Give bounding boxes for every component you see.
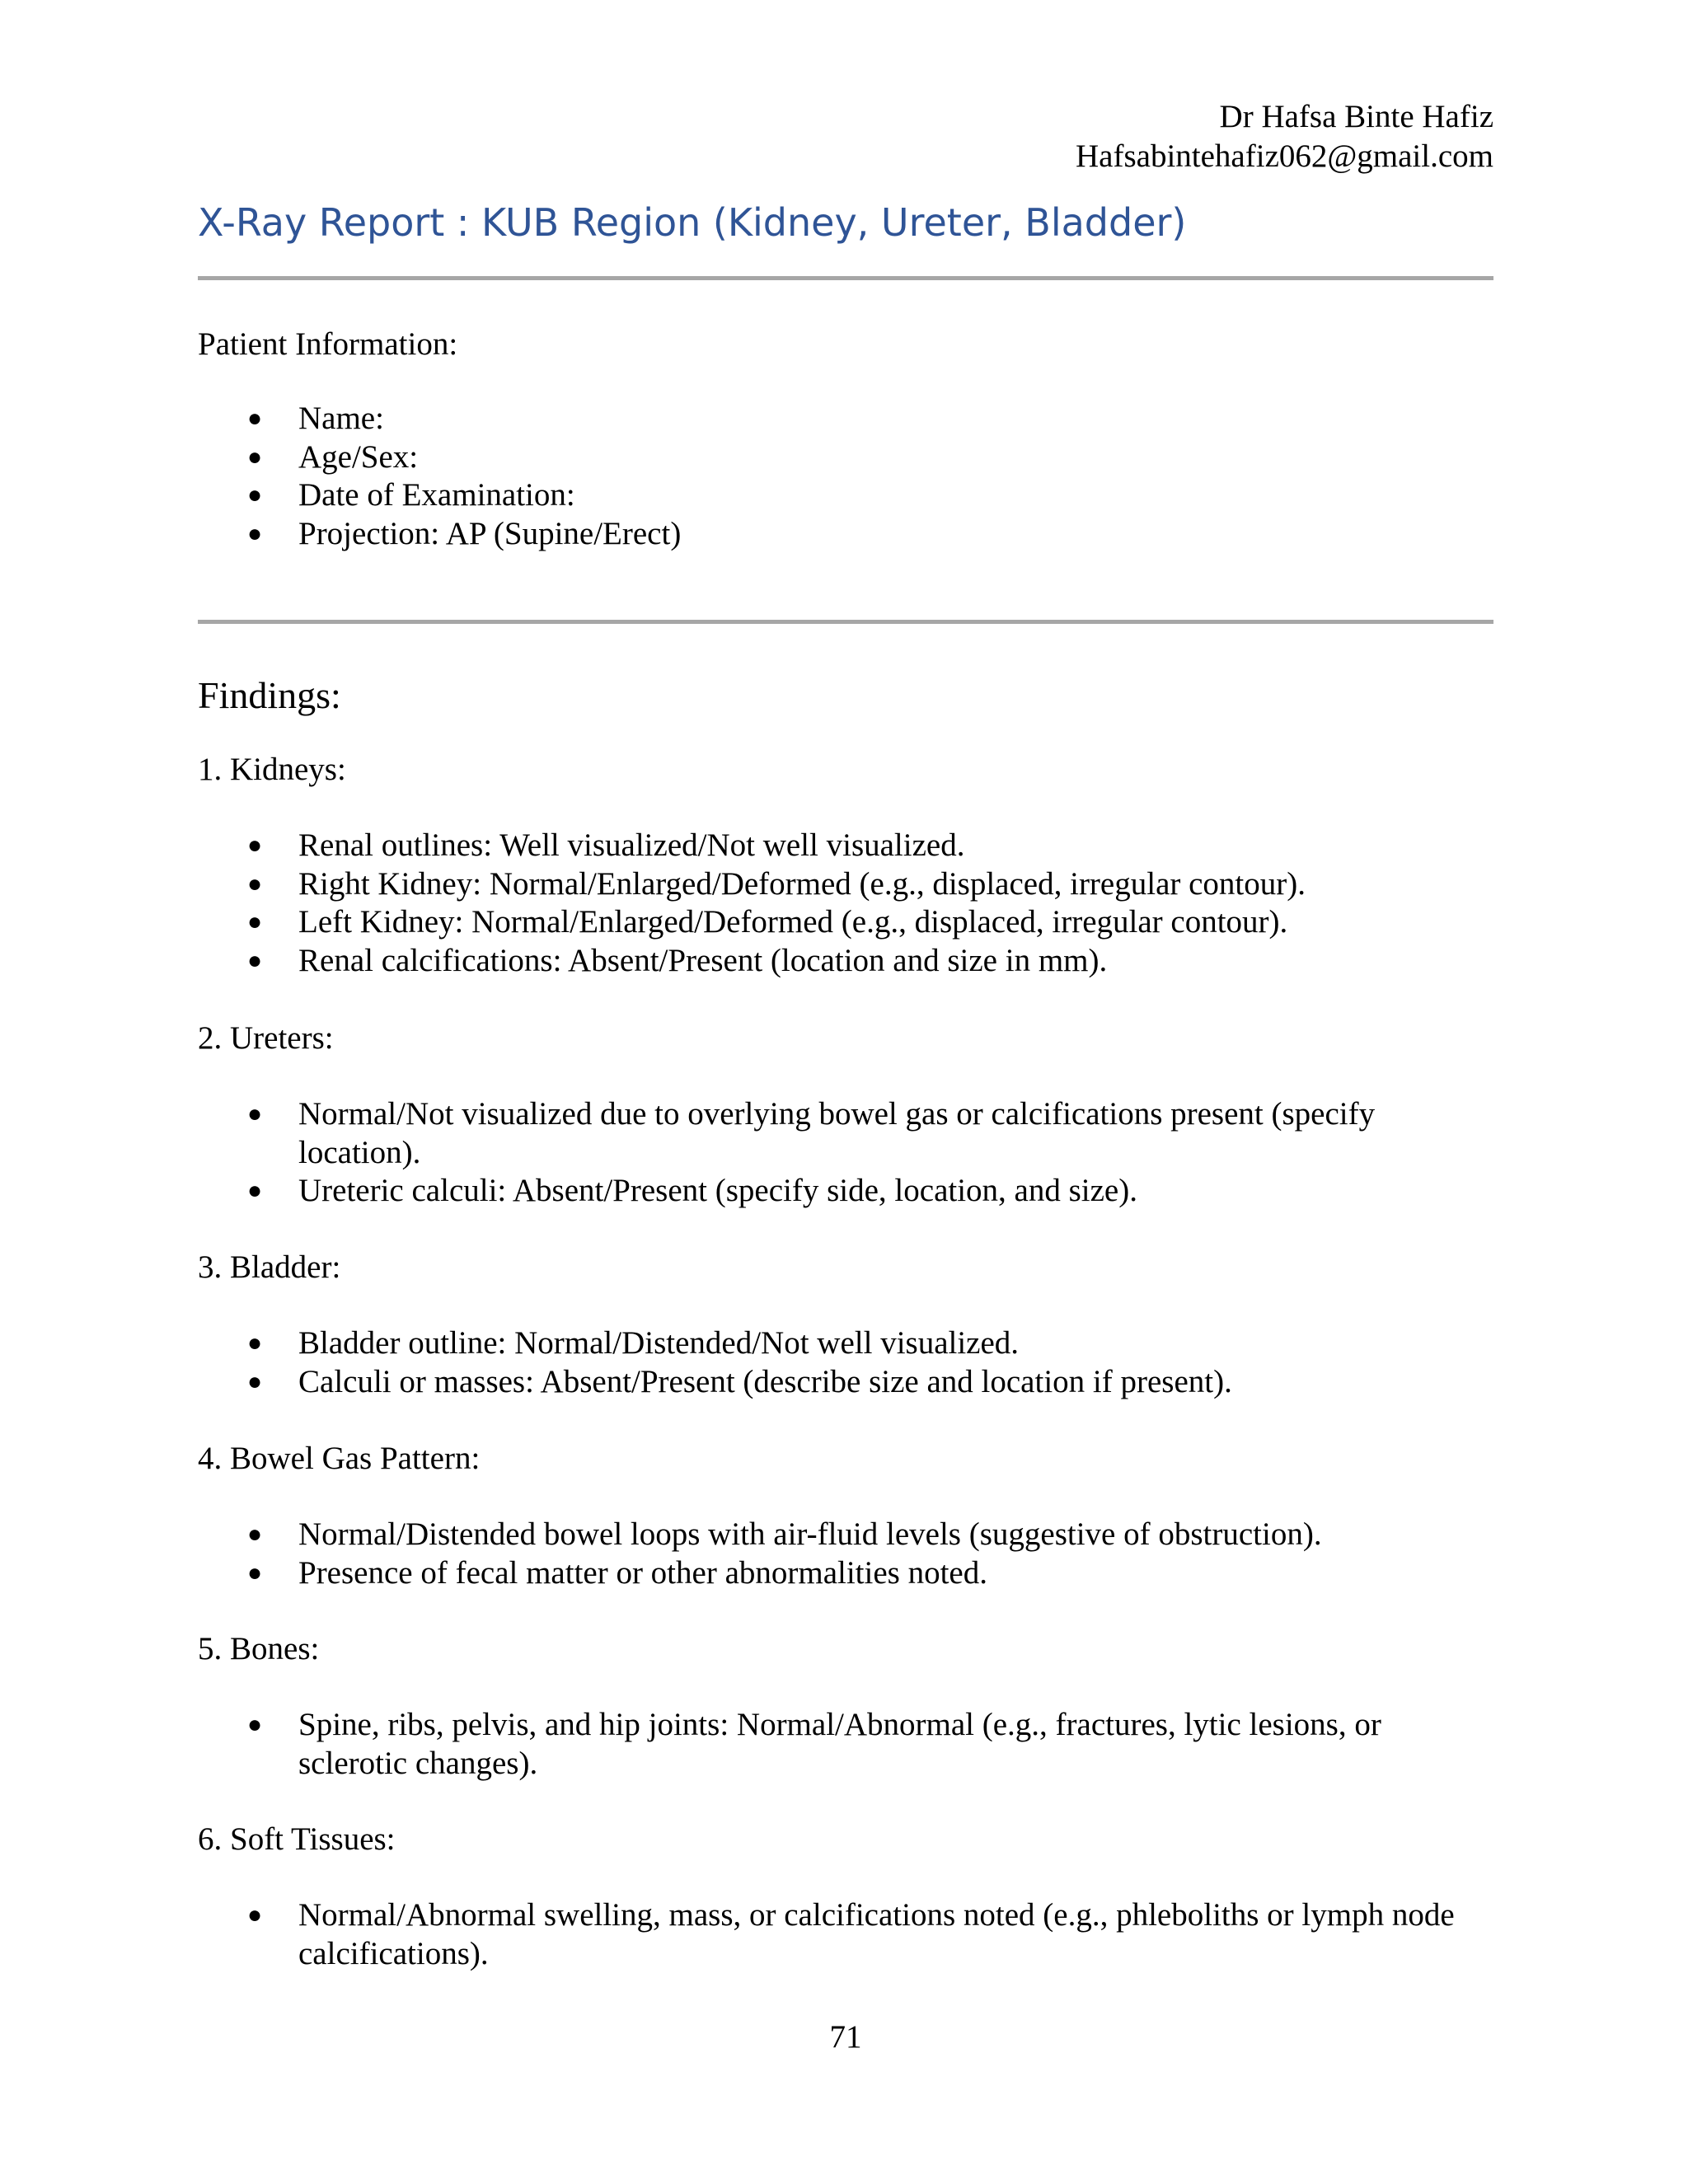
list-item: ● Age/Sex:	[198, 438, 1493, 477]
findings-section-kidneys-label: 1. Kidneys:	[198, 752, 346, 787]
list-item: ● Normal/Abnormal swelling, mass, or calcifications noted (e.g., phleboliths or lymph node calcifications).	[247, 1897, 1455, 1971]
list-item: ● Renal outlines: Well visualized/Not well visualized.	[198, 827, 1493, 865]
findings-section-bowel-gas-label: 4. Bowel Gas Pattern:	[198, 1441, 481, 1476]
list-item: ● Normal/Distended bowel loops with air-fluid levels (suggestive of obstruction).	[198, 1516, 1493, 1554]
list-item: ● Projection: AP (Supine/Erect)	[198, 515, 1493, 554]
findings-heading: Findings:	[198, 674, 341, 716]
bullet-icon: ●	[247, 1521, 263, 1548]
list-item: ● Name:	[198, 400, 1493, 438]
findings-section-soft-tissues-list	[198, 1896, 1493, 1973]
list-item: ● Right Kidney: Normal/Enlarged/Deformed (e.g., displaced, irregular contour).	[198, 865, 1493, 904]
findings-section-bones-list	[198, 1706, 1493, 1783]
findings-section-bones-label: 5. Bones:	[198, 1631, 320, 1666]
page-number: 71	[829, 2019, 862, 2055]
findings-section-bladder-list	[198, 1324, 1493, 1401]
list-item: ● Date of Examination:	[198, 476, 1493, 515]
report-title: X-Ray Report : KUB Region (Kidney, Ureter, Bladder)	[198, 200, 1187, 245]
patient-info-list	[198, 400, 1493, 553]
findings-section-ureters-label: 2. Ureters:	[198, 1020, 334, 1056]
list-item: ● Renal calcifications: Absent/Present (location and size in mm).	[198, 942, 1493, 981]
author-header	[1076, 97, 1493, 176]
bullet-icon: ●	[247, 908, 263, 935]
bullet-icon: ●	[247, 1367, 263, 1395]
findings-section-soft-tissues-label: 6. Soft Tissues:	[198, 1821, 396, 1857]
bullet-icon: ●	[247, 869, 263, 898]
list-item: ● Ureteric calculi: Absent/Present (specify side, location, and size).	[198, 1172, 1493, 1211]
list-item: ● Left Kidney: Normal/Enlarged/Deformed (e.g., displaced, irregular contour).	[198, 903, 1493, 942]
bullet-icon: ●	[247, 519, 263, 547]
bullet-icon: ●	[247, 1901, 263, 1929]
bullet-icon: ●	[247, 481, 263, 509]
bullet-icon: ●	[247, 1711, 263, 1738]
list-item: ● Normal/Not visualized due to overlying bowel gas or calcifications present (specify location).	[247, 1096, 1376, 1170]
list-item: ● Bladder outline: Normal/Distended/Not well visualized.	[198, 1324, 1493, 1363]
bullet-icon: ●	[247, 405, 263, 432]
bullet-icon: ●	[247, 1558, 263, 1586]
title-divider	[198, 276, 1493, 280]
author-name: Dr Hafsa Binte Hafiz	[1219, 99, 1493, 134]
document-page	[198, 0, 1493, 2184]
patient-info-label: Patient Information:	[198, 326, 458, 362]
bullet-icon: ●	[247, 1177, 263, 1204]
bullet-icon: ●	[247, 832, 263, 859]
findings-section-bowel-gas-list	[198, 1516, 1493, 1592]
findings-section-bladder-label: 3. Bladder:	[198, 1249, 341, 1285]
section-divider	[198, 620, 1493, 624]
list-item: ● Presence of fecal matter or other abnormalities noted.	[198, 1554, 1493, 1593]
findings-section-kidneys-list	[198, 827, 1493, 980]
author-email: Hafsabintehafiz062@gmail.com	[1076, 138, 1493, 174]
bullet-icon: ●	[247, 1329, 263, 1357]
bullet-icon: ●	[247, 946, 263, 974]
list-item: ● Spine, ribs, pelvis, and hip joints: Normal/Abnormal (e.g., fractures, lytic lesions, or sclerotic changes).	[247, 1707, 1381, 1781]
findings-section-ureters-list	[198, 1095, 1493, 1211]
bullet-icon: ●	[247, 443, 263, 471]
bullet-icon: ●	[247, 1100, 263, 1127]
list-item: ● Calculi or masses: Absent/Present (describe size and location if present).	[198, 1363, 1493, 1402]
